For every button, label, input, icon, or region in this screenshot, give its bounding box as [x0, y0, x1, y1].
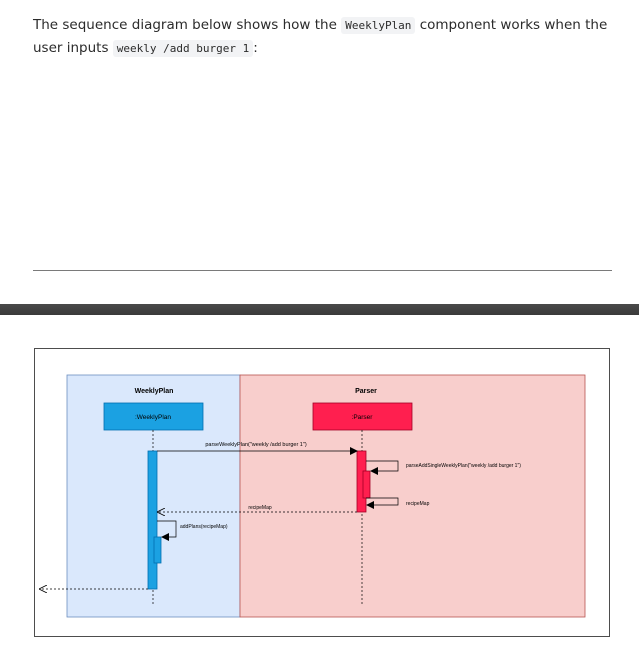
parser-region — [240, 375, 585, 617]
description-text-3: : — [253, 40, 258, 56]
weeklyplan-participant-label: :WeeklyPlan — [134, 414, 172, 421]
add-plans-label: addPlans(recipeMap) — [180, 524, 228, 530]
description-text-1: The sequence diagram below shows how the — [33, 17, 342, 33]
recipe-map-return-label: recipeMap — [248, 505, 272, 511]
recipe-map-inner-label: recipeMap — [406, 501, 430, 507]
description-text-2: component works when the user inputs — [33, 17, 608, 56]
weeklyplan-activation — [148, 451, 157, 589]
weeklyplan-region-title: WeeklyPlan — [134, 388, 174, 395]
parse-add-single-label: parseAddSingleWeeklyPlan("weekly /add burger 1") — [406, 463, 521, 469]
parser-region-title: Parser — [355, 388, 377, 395]
parser-nested-activation — [363, 471, 370, 498]
parser-participant-label: :Parser — [351, 414, 373, 421]
inline-code-command: weekly /add burger 1 — [113, 40, 253, 57]
parse-weeklyplan-label: parseWeeklyPlan("weekly /add burger 1") — [205, 442, 307, 448]
weeklyplan-nested-activation — [154, 537, 161, 563]
inline-code-weeklyplan: WeeklyPlan — [341, 17, 415, 34]
